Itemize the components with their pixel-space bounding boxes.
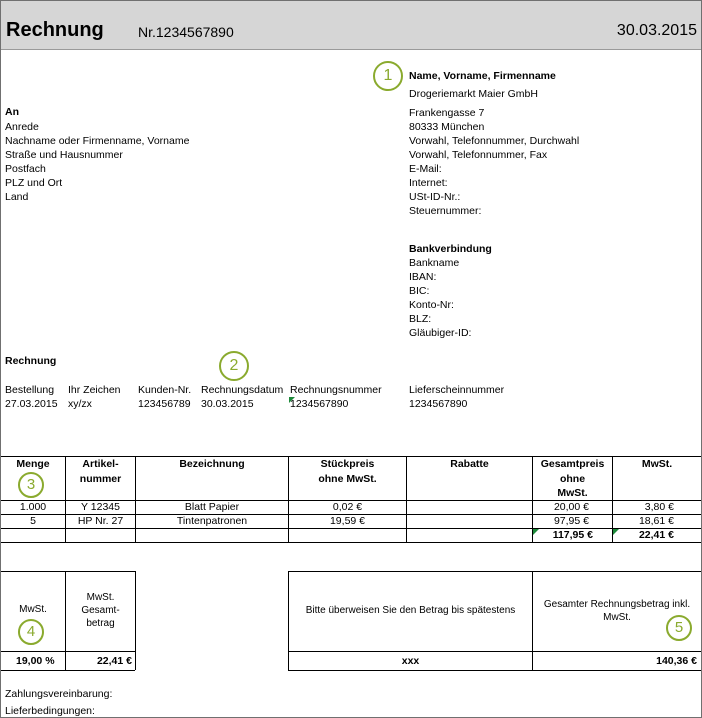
summary-line	[1, 571, 135, 572]
transfer-text: Bitte überweisen Sie den Betrag bis spätestens	[305, 605, 516, 616]
table-line	[1, 542, 701, 543]
header-menge: Menge	[16, 458, 50, 470]
table-line	[1, 528, 701, 529]
header-gesamt-line3: MwSt.	[557, 487, 588, 499]
sender-line: Frankengasse 7	[409, 107, 485, 119]
recipient-line: Straße und Hausnummer	[5, 149, 123, 161]
cell-bezeichnung: Tintenpatronen	[176, 515, 248, 527]
sender-line: USt-ID-Nr.:	[409, 191, 461, 203]
meta-value: xy/zx	[68, 398, 92, 410]
summary-line	[1, 651, 135, 652]
header-mwst: MwSt.	[641, 458, 673, 470]
total-gesamt: 117,95 €	[552, 529, 593, 541]
recipient-line: PLZ und Ort	[5, 177, 63, 189]
summary-gesamt-line2: Gesamt-	[81, 605, 120, 616]
header-gesamt-line2: ohne	[559, 473, 586, 485]
footer-zahlung: Zahlungsvereinbarung:	[5, 688, 113, 700]
bank-line: Gläubiger-ID:	[409, 327, 472, 339]
sender-heading: Name, Vorname, Firmenname	[409, 70, 556, 82]
marker-5: 5	[666, 615, 692, 641]
summary-line	[288, 651, 701, 652]
marker-1: 1	[373, 61, 403, 91]
cell-menge: 1.000	[19, 501, 47, 513]
sender-line: Vorwahl, Telefonnummer, Durchwahl	[409, 135, 580, 147]
header-artikel-line2: nummer	[79, 473, 122, 485]
summary-amount: 22,41 €	[96, 655, 132, 667]
meta-label: Rechnungsdatum	[201, 384, 284, 396]
total-mwst: 22,41 €	[638, 529, 674, 541]
marker-4: 4	[18, 619, 44, 645]
cell-bezeichnung: Blatt Papier	[184, 501, 240, 513]
bank-line: BIC:	[409, 285, 430, 297]
bank-line: BLZ:	[409, 313, 432, 325]
sender-line: E-Mail:	[409, 163, 442, 175]
summary-mwst-label: MwSt.	[19, 604, 47, 615]
meta-value: 30.03.2015	[201, 398, 254, 410]
header-artikel-line1: Artikel-	[82, 458, 119, 470]
meta-value: 27.03.2015	[5, 398, 58, 410]
sender-line: Drogeriemarkt Maier GmbH	[409, 88, 538, 100]
invoice-date: 30.03.2015	[616, 22, 697, 39]
cell-mwst: 3,80 €	[644, 501, 674, 513]
header-stueckpreis-line2: ohne MwSt.	[318, 473, 377, 485]
summary-rate: 19,00 %	[16, 655, 55, 667]
header-gesamt-line1: Gesamtpreis	[540, 458, 605, 470]
recipient-line: Anrede	[5, 121, 39, 133]
header-rabatte: Rabatte	[450, 458, 489, 470]
bank-line: Bankname	[409, 257, 460, 269]
summary-line	[288, 670, 701, 671]
cell-stueckpreis: 19,59 €	[329, 515, 366, 527]
meta-label: Bestellung	[5, 384, 55, 396]
meta-value: 123456789	[138, 398, 191, 410]
table-line	[1, 456, 701, 457]
header-bar	[1, 1, 701, 50]
sender-line: 80333 München	[409, 121, 485, 133]
cell-gesamt: 97,95 €	[553, 515, 589, 527]
meta-value: 1234567890	[409, 398, 468, 410]
invoice-title: Rechnung	[6, 19, 104, 41]
cell-gesamt: 20,00 €	[553, 501, 589, 513]
recipient-line: Land	[5, 191, 29, 203]
recipient-heading: An	[5, 106, 19, 118]
summary-gesamt-line3: betrag	[86, 618, 115, 629]
sender-line: Internet:	[409, 177, 448, 189]
summary-line	[135, 571, 136, 670]
sender-line: Steuernummer:	[409, 205, 482, 217]
cell-artikel: Y 12345	[81, 501, 120, 513]
meta-value: 1234567890	[290, 398, 349, 410]
recipient-line: Nachname oder Firmenname, Vorname	[5, 135, 190, 147]
cell-mwst: 18,61 €	[638, 515, 674, 527]
total-label-line1: Gesamter Rechnungsbetrag inkl.	[543, 599, 691, 610]
total-label-line2: MwSt.	[603, 612, 631, 623]
recipient-line: Postfach	[5, 163, 46, 175]
summary-line	[288, 571, 701, 572]
cell-artikel: HP Nr. 27	[77, 515, 124, 527]
total-value: 140,36 €	[656, 655, 697, 667]
bank-line: Konto-Nr:	[409, 299, 454, 311]
meta-label: Kunden-Nr.	[138, 384, 192, 396]
meta-label: Lieferscheinnummer	[409, 384, 505, 396]
marker-3: 3	[18, 472, 44, 498]
summary-line	[1, 670, 135, 671]
invoice-number: Nr.1234567890	[138, 24, 234, 40]
meta-label: Rechnungsnummer	[290, 384, 382, 396]
summary-gesamt-line1: MwSt.	[86, 592, 115, 603]
cell-menge: 5	[30, 515, 36, 527]
meta-label: Ihr Zeichen	[68, 384, 121, 396]
bank-heading: Bankverbindung	[409, 243, 492, 255]
footer-liefer: Lieferbedingungen:	[5, 705, 95, 717]
cell-stueckpreis: 0,02 €	[332, 501, 363, 513]
header-stueckpreis-line1: Stückpreis	[320, 458, 375, 470]
header-bezeichnung: Bezeichnung	[179, 458, 245, 470]
marker-2: 2	[219, 351, 249, 381]
meta-heading: Rechnung	[5, 355, 57, 367]
sender-line: Vorwahl, Telefonnummer, Fax	[409, 149, 548, 161]
bank-line: IBAN:	[409, 271, 437, 283]
transfer-value: xxx	[401, 655, 420, 667]
